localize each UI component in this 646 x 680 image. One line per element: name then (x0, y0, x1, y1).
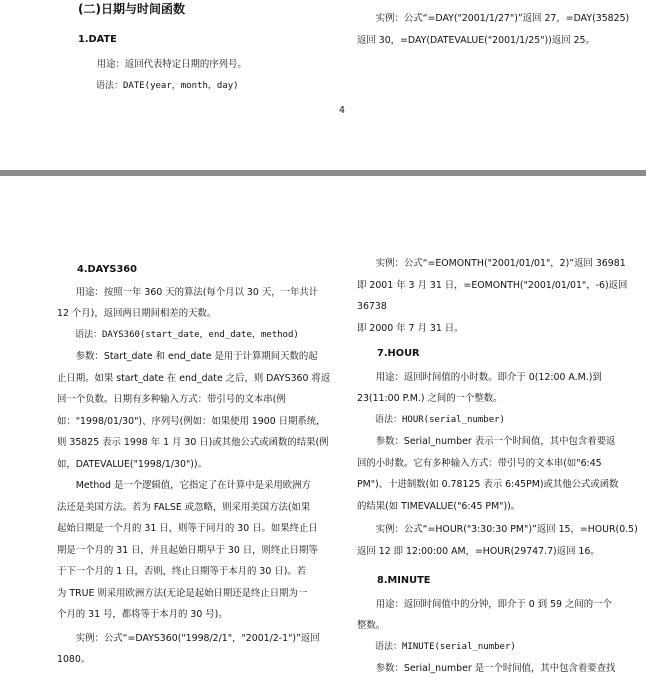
hour-param-line-1: 参数：Serial_number 表示一个时间值，其中包含着要返 (375, 436, 616, 447)
method-line-1: Method 是一个逻辑值，它指定了在计算中是采用欧洲方 (75, 480, 311, 491)
left-column-bottom (57, 259, 339, 671)
method-line-5: 于下一个月的 1 日，否则，终止日期等于本月的 30 日)。若 (57, 566, 307, 577)
minute-heading: 8.MINUTE (377, 575, 431, 586)
minute-syntax: 语法：MINUTE(serial_number) (375, 641, 516, 652)
eomonth-example-line-2: 即 2001 年 3 月 31 日，=EOMONTH("2001/01/01"，-6)返回 36738 (357, 279, 628, 312)
hour-example-line-1: 实例：公式“=HOUR("3:30:30 PM")”返回 15，=HOUR(0.5) (375, 524, 638, 535)
eomonth-example-line-1: 实例：公式“=EOMONTH("2001/01/01"，2)”返回 36981 (375, 258, 626, 269)
method-line-3: 起始日期是一个月的 31 日，则等于同月的 30 日。如果终止日 (57, 523, 318, 534)
minute-param-line-1: 参数：Serial_number 是一个时间值，其中包含着要查找 (375, 663, 616, 674)
page-bottom (0, 176, 646, 674)
method-line-6: 为 TRUE 则采用欧洲方法(无论是起始日期还是终止日期为一 (57, 587, 308, 599)
cutoff-text-line (357, 0, 637, 5)
hour-param-line-3: PM")、十进制数(如 0.78125 表示 6:45PM)或其他公式或函数 (357, 479, 619, 490)
hour-heading: 7.HOUR (377, 348, 420, 359)
days360-usage-line-1: 用途：按照一年 360 天的算法(每个月以 30 天，一年共计 (75, 286, 319, 298)
method-line-2: 法还是美国方法。若为 FALSE 或忽略，则采用美国方法(如果 (57, 501, 311, 513)
minute-usage-line-2: 整数。 (357, 620, 386, 631)
method-line-7: 个月的 31 号，都将等于本月的 30 号)。 (57, 609, 228, 620)
days360-example-line-2: 1080。 (57, 654, 91, 665)
page-number: 4 (339, 105, 345, 116)
day-example-line-2: 返回 30，=DAY(DATEVALUE("2001/1/25"))返回 25。 (357, 34, 595, 46)
days360-param-line-4: 如："1998/01/30")、序列号(例如：如果使用 1900 日期系统， (57, 415, 326, 427)
left-column-top (78, 0, 348, 98)
days360-usage-line-2: 12 个月)，返回两日期间相差的天数。 (57, 308, 217, 319)
hour-param-line-4: 的结果(如 TIMEVALUE("6:45 PM"))。 (357, 500, 521, 512)
days360-heading: 4.DAYS360 (77, 264, 137, 275)
method-line-4: 期是一个月的 31 日，并且起始日期早于 30 日，则终止日期等 (57, 544, 318, 556)
days360-syntax: 语法：DAYS360(start_date，end_date，method) (75, 329, 299, 340)
eomonth-example-line-3: 即 2000 年 7 月 31 日。 (357, 322, 464, 334)
days360-example-line-1: 实例：公式“=DAYS360("1998/2/1"，"2001/2-1")”返回 (75, 632, 320, 644)
days360-param-line-6: 如，DATEVALUE("1998/1/30"))。 (57, 458, 207, 470)
hour-example-line-2: 返回 12 即 12:00:00 AM，=HOUR(29747.7)返回 16。 (357, 545, 600, 557)
days360-param-line-1: 参数：Start_date 和 end_date 是用于计算期间天数的起 (75, 351, 318, 362)
days360-param-line-5: 则 35825 表示 1998 年 1 月 30 日)或其他公式或函数的结果(例 (57, 437, 329, 448)
hour-syntax: 语法：HOUR(serial_number) (375, 414, 505, 425)
hour-usage-line-2: 23(11:00 P.M.) 之间的一个整数。 (357, 393, 503, 404)
day-example-line-1: 实例：公式“=DAY("2001/1/27")”返回 27，=DAY(35825) (375, 13, 630, 24)
hour-param-line-2: 回的小时数。它有多种输入方式：带引号的文本串(如"6:45 (357, 457, 602, 469)
date-usage: 用途：返回代表特定日期的序列号。 (96, 58, 247, 70)
days360-param-line-2: 止日期。如果 start_date 在 end_date 之后，则 DAYS360 将返 (57, 372, 331, 384)
days360-param-line-3: 回一个负数。日期有多种输入方式：带引号的文本串(例 (57, 394, 286, 405)
right-column-bottom (357, 253, 639, 680)
section-title: (二)日期与时间函数 (78, 2, 185, 16)
right-column-top (357, 8, 637, 51)
date-syntax: 语法：DATE(year，month，day) (96, 81, 239, 91)
page-top (0, 0, 646, 170)
minute-usage-line-1: 用途：返回时间值中的分钟，即介于 0 到 59 之间的一个 (375, 598, 612, 610)
hour-usage-line-1: 用途：返回时间值的小时数。即介于 0(12:00 A.M.)到 (375, 371, 602, 383)
date-heading: 1.DATE (78, 34, 117, 45)
